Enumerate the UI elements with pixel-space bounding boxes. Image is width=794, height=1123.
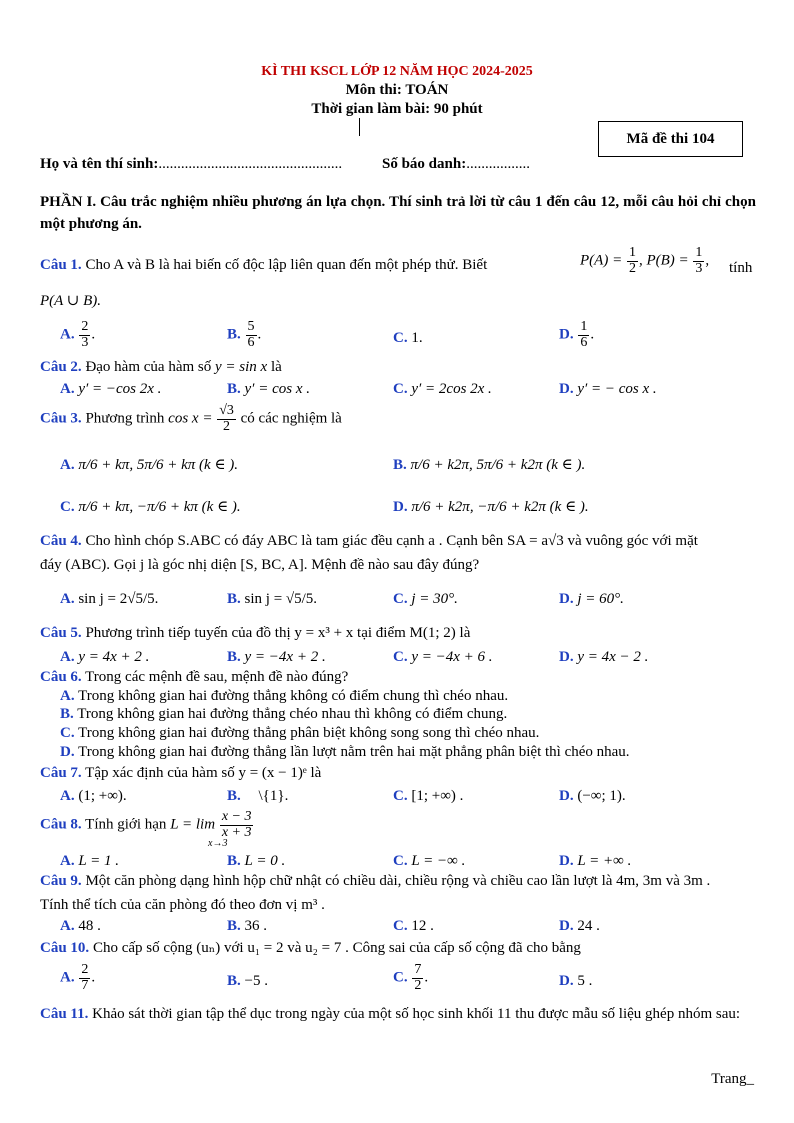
- option-a-label: A.: [60, 969, 75, 986]
- q9-option-a[interactable]: [60, 918, 101, 935]
- q3-label: Câu 3.: [40, 410, 82, 427]
- candidate-id-row: [382, 156, 530, 173]
- q1-a-frac: [79, 320, 90, 350]
- q3-option-c[interactable]: [60, 497, 241, 516]
- q1-stem: [40, 257, 487, 274]
- option-d-label: D.: [559, 381, 574, 397]
- q10-a-num: 2: [81, 962, 89, 977]
- q3-c-text: π/6 + kπ, −π/6 + kπ (k ∈ ).: [78, 499, 241, 515]
- option-d-label: D.: [393, 499, 408, 515]
- q5-d-text: y = 4x − 2 .: [577, 649, 649, 665]
- q1-text: Cho A và B là hai biến cố độc lập liên quan đến một phép thử. Biết: [85, 257, 488, 273]
- q4-b-text: sin j = √5/5.: [244, 591, 318, 607]
- q7-a-text: (1; +∞).: [78, 788, 127, 804]
- q1-frac1: [627, 246, 638, 276]
- q9-b-text: 36 .: [244, 918, 268, 934]
- q10-d-text: 5 .: [577, 973, 593, 989]
- q1-option-b[interactable]: B. $\frac{5}{6}$ .: [227, 319, 262, 350]
- q1-tail: tính: [729, 260, 753, 276]
- q6-option-a[interactable]: [60, 688, 508, 705]
- cursor-mark: [359, 118, 360, 136]
- q10-stem: [40, 938, 581, 957]
- q5-option-a[interactable]: [60, 649, 149, 666]
- name-dots: .................................................: [158, 156, 343, 172]
- option-a-label: A.: [60, 591, 75, 607]
- candidate-name-row: [40, 156, 342, 173]
- q6-option-d[interactable]: [60, 744, 630, 761]
- q8-option-a[interactable]: [60, 853, 119, 870]
- q2-stem: [40, 359, 282, 376]
- q5-stem: [40, 625, 470, 642]
- q5-text: Phương trình tiếp tuyến của đồ thị y = x³ + x tại điểm M(1; 2) là: [85, 625, 471, 641]
- q2-option-a[interactable]: [60, 381, 161, 398]
- q1-option-d[interactable]: D. $\frac{1}{6}$ .: [559, 319, 595, 350]
- q8-b-text: L = 0 .: [244, 853, 286, 869]
- q5-option-b[interactable]: [227, 649, 326, 666]
- option-c-label: C.: [393, 649, 408, 665]
- q4-c-text: j = 30°.: [411, 591, 458, 607]
- q9-line1: Một căn phòng dạng hình hộp chữ nhật có chiều dài, chiều rộng và chiều cao lần lượt là 4m, 3m và 3m .: [85, 873, 711, 889]
- id-label: Số báo danh:: [382, 156, 467, 172]
- q7-d-text: (−∞; 1).: [577, 788, 626, 804]
- q3-lhs: cos x =: [168, 410, 213, 427]
- option-d-label: D.: [559, 853, 574, 869]
- q4-d-text: j = 60°.: [577, 591, 624, 607]
- option-a-label: A.: [60, 918, 75, 934]
- q2-d-text: y′ = − cos x .: [577, 381, 657, 397]
- exam-code-box: Mã đề thi 104: [598, 121, 743, 157]
- q2-c-text: y′ = 2cos 2x .: [411, 381, 492, 397]
- q9-option-d[interactable]: [559, 918, 600, 935]
- q4-line2: đáy (ABC). Gọi j là góc nhị diện [S, BC, A]. Mệnh đề nào sau đây đúng?: [40, 557, 480, 573]
- option-c-label: C.: [393, 330, 408, 346]
- q2-label: Câu 2.: [40, 359, 82, 375]
- q3-d-text: π/6 + k2π, −π/6 + k2π (k ∈ ).: [411, 499, 589, 515]
- q1-ask: P(A ∪ B).: [40, 293, 102, 309]
- part1-heading: PHẦN I. Câu trắc nghiệm nhiều phương án lựa chọn. Thí sinh trả lời từ câu 1 đến câu 12, mỗi câu hỏi chỉ chọn một phương án.: [40, 194, 756, 232]
- q8-limit-sub: x→3: [208, 838, 228, 849]
- q8-text: Tính giới hạn: [85, 816, 167, 833]
- option-d-label: D.: [559, 973, 574, 989]
- q8-frac: [220, 810, 254, 840]
- option-b-label: B.: [227, 591, 241, 607]
- option-b-label: B.: [227, 853, 241, 869]
- q8-stem: [40, 810, 254, 840]
- q2-option-b[interactable]: [227, 381, 310, 398]
- q3-frac: [217, 404, 236, 434]
- option-a-label: A.: [60, 853, 75, 869]
- q1-d-frac: [578, 320, 589, 350]
- q1-d-num: 1: [580, 319, 588, 334]
- q8-d-text: L = +∞ .: [577, 853, 632, 869]
- option-b-label: B.: [227, 973, 241, 989]
- q10-option-d[interactable]: [559, 973, 592, 990]
- option-b-label: B.: [227, 649, 241, 665]
- option-b-label: B.: [227, 918, 241, 934]
- q7-label: Câu 7.: [40, 765, 82, 781]
- q9-stem-line1: [40, 873, 710, 890]
- q10-b-text: −5 .: [244, 973, 268, 989]
- option-c-label: C.: [393, 788, 408, 804]
- q1-frac2: [693, 246, 704, 276]
- q7-option-c[interactable]: [393, 788, 463, 805]
- option-a-label: A.: [60, 457, 75, 473]
- q3-option-d[interactable]: [393, 497, 589, 516]
- option-d-label: D.: [559, 591, 574, 607]
- q5-b-text: y = −4x + 2 .: [244, 649, 326, 665]
- q1-frac1-num: 1: [628, 245, 636, 260]
- q10-c-frac: [412, 963, 423, 993]
- q9-line2: Tính thể tích của căn phòng đó theo đơn vị m³ .: [40, 897, 325, 913]
- q1-a-den: 3: [81, 334, 89, 350]
- q1-d-den: 6: [580, 334, 588, 350]
- q10-c-num: 7: [414, 962, 422, 977]
- q7-option-a[interactable]: [60, 788, 127, 805]
- q1-frac1-den: 2: [628, 260, 636, 276]
- option-b-label: B.: [227, 326, 241, 343]
- q10-option-b[interactable]: [227, 973, 268, 990]
- q10-label: Câu 10.: [40, 940, 90, 956]
- q6-text: Trong các mệnh đề sau, mệnh đề nào đúng?: [85, 669, 349, 685]
- q11-text: Khảo sát thời gian tập thể dục trong ngày của một số học sinh khối 11 thu được mẫu số liệu ghép nhóm sau:: [92, 1006, 741, 1022]
- q10-a-den: 7: [81, 977, 89, 993]
- option-a-label: A.: [60, 688, 75, 704]
- q7-option-b[interactable]: [227, 788, 288, 805]
- q2-b-text: y′ = cos x .: [244, 381, 310, 397]
- q10-c-den: 2: [414, 977, 422, 993]
- q1-option-c[interactable]: [393, 330, 423, 347]
- q5-option-c[interactable]: [393, 649, 493, 666]
- q1-probabilities: P(A) = $\frac{1}{2}$ , P(B) = $\frac{1}{3}$ ,: [580, 245, 710, 276]
- q8-c-text: L = −∞ .: [411, 853, 466, 869]
- q6-stem: [40, 669, 348, 686]
- q7-text: Tập xác định của hàm số y = (x − 1)ᵉ là: [85, 765, 322, 781]
- q4-a-text: sin j = 2√5/5.: [78, 591, 159, 607]
- option-a-label: A.: [60, 788, 75, 804]
- q9-a-text: 48 .: [78, 918, 101, 934]
- q1-b-num: 5: [247, 319, 255, 334]
- q3-frac-den: 2: [223, 418, 231, 434]
- q1-option-a[interactable]: A. $\frac{2}{3}$ .: [60, 319, 96, 350]
- q9-d-text: 24 .: [577, 918, 600, 934]
- q1-frac2-den: 3: [695, 260, 703, 276]
- q3-a-text: π/6 + kπ, 5π/6 + kπ (k ∈ ).: [78, 457, 239, 473]
- q9-option-c[interactable]: [393, 918, 434, 935]
- q8-frac-num: x − 3: [221, 809, 252, 824]
- q3-frac-num: √3: [219, 403, 234, 418]
- q7-c-text: [1; +∞) .: [411, 788, 464, 804]
- option-b-label: B.: [393, 457, 407, 473]
- q10-text: Cho cấp số cộng (uₙ) với u₁ = 2 và u₂ = 7 . Công sai của cấp số cộng đã cho bằng: [92, 940, 581, 956]
- option-c-label: C.: [393, 381, 408, 397]
- q3-text: Phương trình: [85, 410, 165, 427]
- q6-label: Câu 6.: [40, 669, 82, 685]
- q8-lhs: L = lim: [170, 816, 216, 833]
- q5-label: Câu 5.: [40, 625, 82, 641]
- q8-option-b[interactable]: [227, 853, 285, 870]
- q8-a-text: L = 1 .: [78, 853, 120, 869]
- q1-c-text: 1.: [411, 330, 423, 346]
- q6-a-text: Trong không gian hai đường thẳng không có điểm chung thì chéo nhau.: [78, 688, 509, 704]
- q8-label: Câu 8.: [40, 816, 82, 833]
- q2-text: Đạo hàm của hàm số: [85, 359, 212, 375]
- q1-b-frac: [246, 320, 257, 350]
- q4-option-c[interactable]: [393, 591, 458, 608]
- option-b-label: B.: [227, 788, 241, 804]
- option-b-label: B.: [60, 706, 74, 722]
- q7-stem: [40, 765, 321, 782]
- q6-option-c[interactable]: [60, 725, 539, 742]
- q4-line1: Cho hình chóp S.ABC có đáy ABC là tam giác đều cạnh a . Cạnh bên SA = a√3 và vuông góc với mặt: [85, 533, 698, 549]
- q8-frac-den: x + 3: [221, 824, 252, 840]
- q11-stem: [40, 1003, 756, 1025]
- q1-pa: P(A) =: [580, 252, 623, 269]
- q7-b-text: \{1}.: [258, 788, 289, 804]
- option-a-label: A.: [60, 381, 75, 397]
- q8-option-d[interactable]: [559, 853, 631, 870]
- q6-d-text: Trong không gian hai đường thẳng lần lượt nằm trên hai mặt phẳng phân biệt thì chéo nhau.: [78, 744, 630, 760]
- q4-label: Câu 4.: [40, 533, 82, 549]
- q10-option-c[interactable]: C. $\frac{7}{2}$ .: [393, 962, 429, 993]
- q2-option-c[interactable]: [393, 381, 492, 398]
- option-d-label: D.: [559, 788, 574, 804]
- q3-option-b[interactable]: [393, 455, 585, 474]
- q4-option-d[interactable]: [559, 591, 624, 608]
- q10-a-frac: [79, 963, 90, 993]
- option-d-label: D.: [559, 326, 574, 343]
- option-a-label: A.: [60, 649, 75, 665]
- option-c-label: C.: [60, 725, 75, 741]
- q7-option-d[interactable]: [559, 788, 626, 805]
- q8-option-c[interactable]: [393, 853, 465, 870]
- q1-a-num: 2: [81, 319, 89, 334]
- q2-fn: y = sin x: [214, 359, 268, 375]
- subject-line: Môn thi: TOÁN: [345, 82, 449, 98]
- option-c-label: C.: [393, 591, 408, 607]
- q4-stem-line1: [40, 533, 698, 550]
- q3-stem: [40, 404, 342, 434]
- option-d-label: D.: [559, 649, 574, 665]
- q1-label: Câu 1.: [40, 257, 82, 273]
- time-line: Thời gian làm bài: 90 phút: [311, 101, 483, 117]
- q4-option-b[interactable]: [227, 591, 317, 608]
- q5-option-d[interactable]: [559, 649, 648, 666]
- exam-title: KÌ THI KSCL LỚP 12 NĂM HỌC 2024-2025: [261, 64, 533, 79]
- q2-a-text: y′ = −cos 2x .: [78, 381, 162, 397]
- q6-c-text: Trong không gian hai đường thẳng phân biệt không song song thì chéo nhau.: [78, 725, 540, 741]
- option-c-label: C.: [393, 918, 408, 934]
- page-footer: Trang_: [711, 1071, 754, 1087]
- q2-tail: là: [270, 359, 282, 375]
- q11-label: Câu 11.: [40, 1006, 89, 1022]
- option-d-label: D.: [559, 918, 574, 934]
- q5-a-text: y = 4x + 2 .: [78, 649, 150, 665]
- q5-c-text: y = −4x + 6 .: [411, 649, 493, 665]
- q1-b-den: 6: [247, 334, 255, 350]
- q6-b-text: Trong không gian hai đường thẳng chéo nhau thì không có điểm chung.: [77, 706, 508, 722]
- option-c-label: C.: [393, 853, 408, 869]
- q4-option-a[interactable]: [60, 591, 158, 608]
- q6-option-b[interactable]: [60, 706, 507, 723]
- q9-label: Câu 9.: [40, 873, 82, 889]
- id-dots: .................: [466, 156, 530, 172]
- q1-frac2-num: 1: [695, 245, 703, 260]
- q3-tail: có các nghiệm là: [240, 410, 342, 427]
- q3-b-text: π/6 + k2π, 5π/6 + k2π (k ∈ ).: [410, 457, 586, 473]
- q10-option-a[interactable]: A. $\frac{2}{7}$ .: [60, 962, 96, 993]
- q3-option-a[interactable]: [60, 455, 238, 474]
- q1-pb: P(B) =: [646, 252, 689, 269]
- option-b-label: B.: [227, 381, 241, 397]
- q9-option-b[interactable]: [227, 918, 267, 935]
- option-c-label: C.: [393, 969, 408, 986]
- option-c-label: C.: [60, 499, 75, 515]
- name-label: Họ và tên thí sinh:: [40, 156, 159, 172]
- option-a-label: A.: [60, 326, 75, 343]
- option-d-label: D.: [60, 744, 75, 760]
- q2-option-d[interactable]: [559, 381, 657, 398]
- q9-c-text: 12 .: [411, 918, 434, 934]
